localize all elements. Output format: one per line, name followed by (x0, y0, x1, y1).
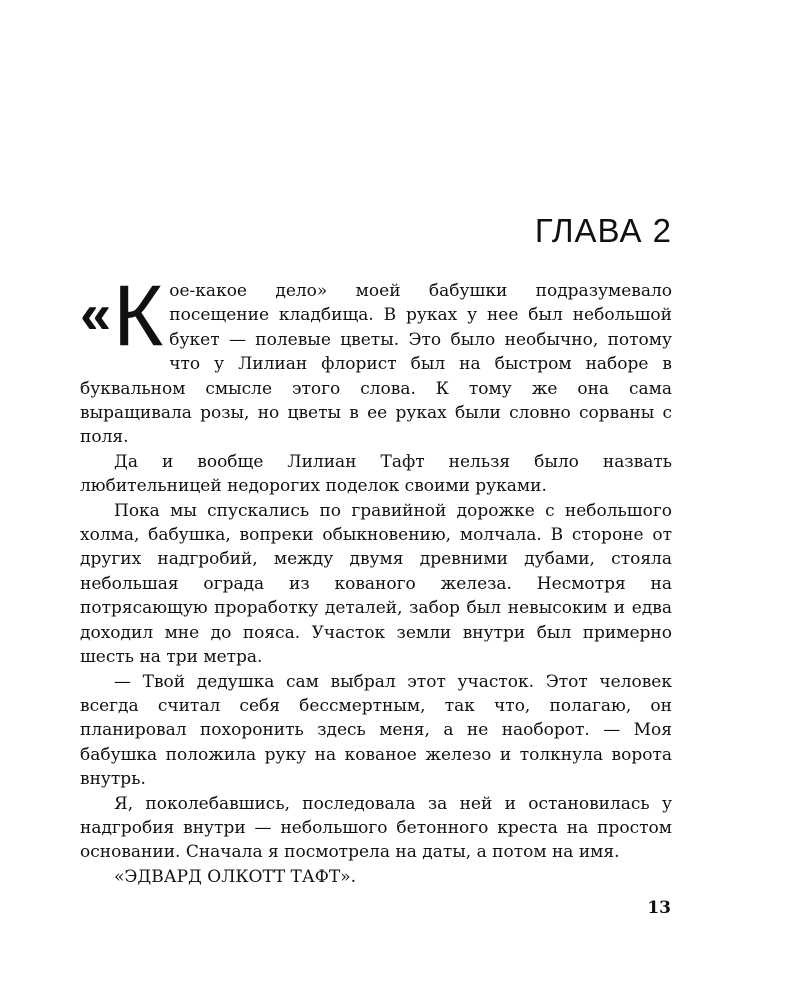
paragraph-4: — Твой дедушка сам выбрал этот участок. Этот человек всегда считал себя бессмертным, так что, полагаю, он планировал похоронить здесь меня, а не наоборот. — Моя бабушка положила руку на кованое железо и толкнула ворота внутрь. (80, 671, 672, 790)
paragraph-5: Я, поколебавшись, последовала за ней и остановилась у надгробия внутри — небольшого бетонного креста на простом основании. Сначала я посмотрела на даты, а потом на имя. (80, 793, 672, 863)
drop-cap-quote: « (80, 282, 112, 345)
drop-cap (80, 268, 164, 364)
paragraph-6: «ЭДВАРД ОЛКОТТ ТАФТ». (114, 866, 357, 887)
chapter-body (80, 268, 672, 889)
drop-cap-letter: К (113, 268, 164, 364)
paragraph-1 (80, 268, 672, 450)
paragraph-1-text: ое-какое дело» моей бабушки подразумевало посещение кладбища. В руках у нее был небольшой букет — полевые цветы. Это было необычно, потому что у Лилиан флорист был на быстром наборе в буквальном смысле этого слова. К тому же она сама выращивала розы, но цветы в ее руках были словно сорваны с поля. (80, 281, 672, 448)
page-number: 13 (647, 898, 671, 918)
paragraph-2: Да и вообще Лилиан Тафт нельзя было назвать любительницей недорогих поделок своими руками. (80, 451, 672, 497)
paragraph-3: Пока мы спускались по гравийной дорожке с небольшого холма, бабушка, вопреки обыкновению, молчала. В стороне от других надгробий, между двумя древними дубами, стояла небольшая ограда из кованого железа. Несмотря на потрясающую проработку деталей, забор был невысоким и едва доходил мне до пояса. Участок земли внутри был примерно шесть на три метра. (80, 500, 672, 668)
chapter-title: ГЛАВА 2 (534, 212, 672, 249)
